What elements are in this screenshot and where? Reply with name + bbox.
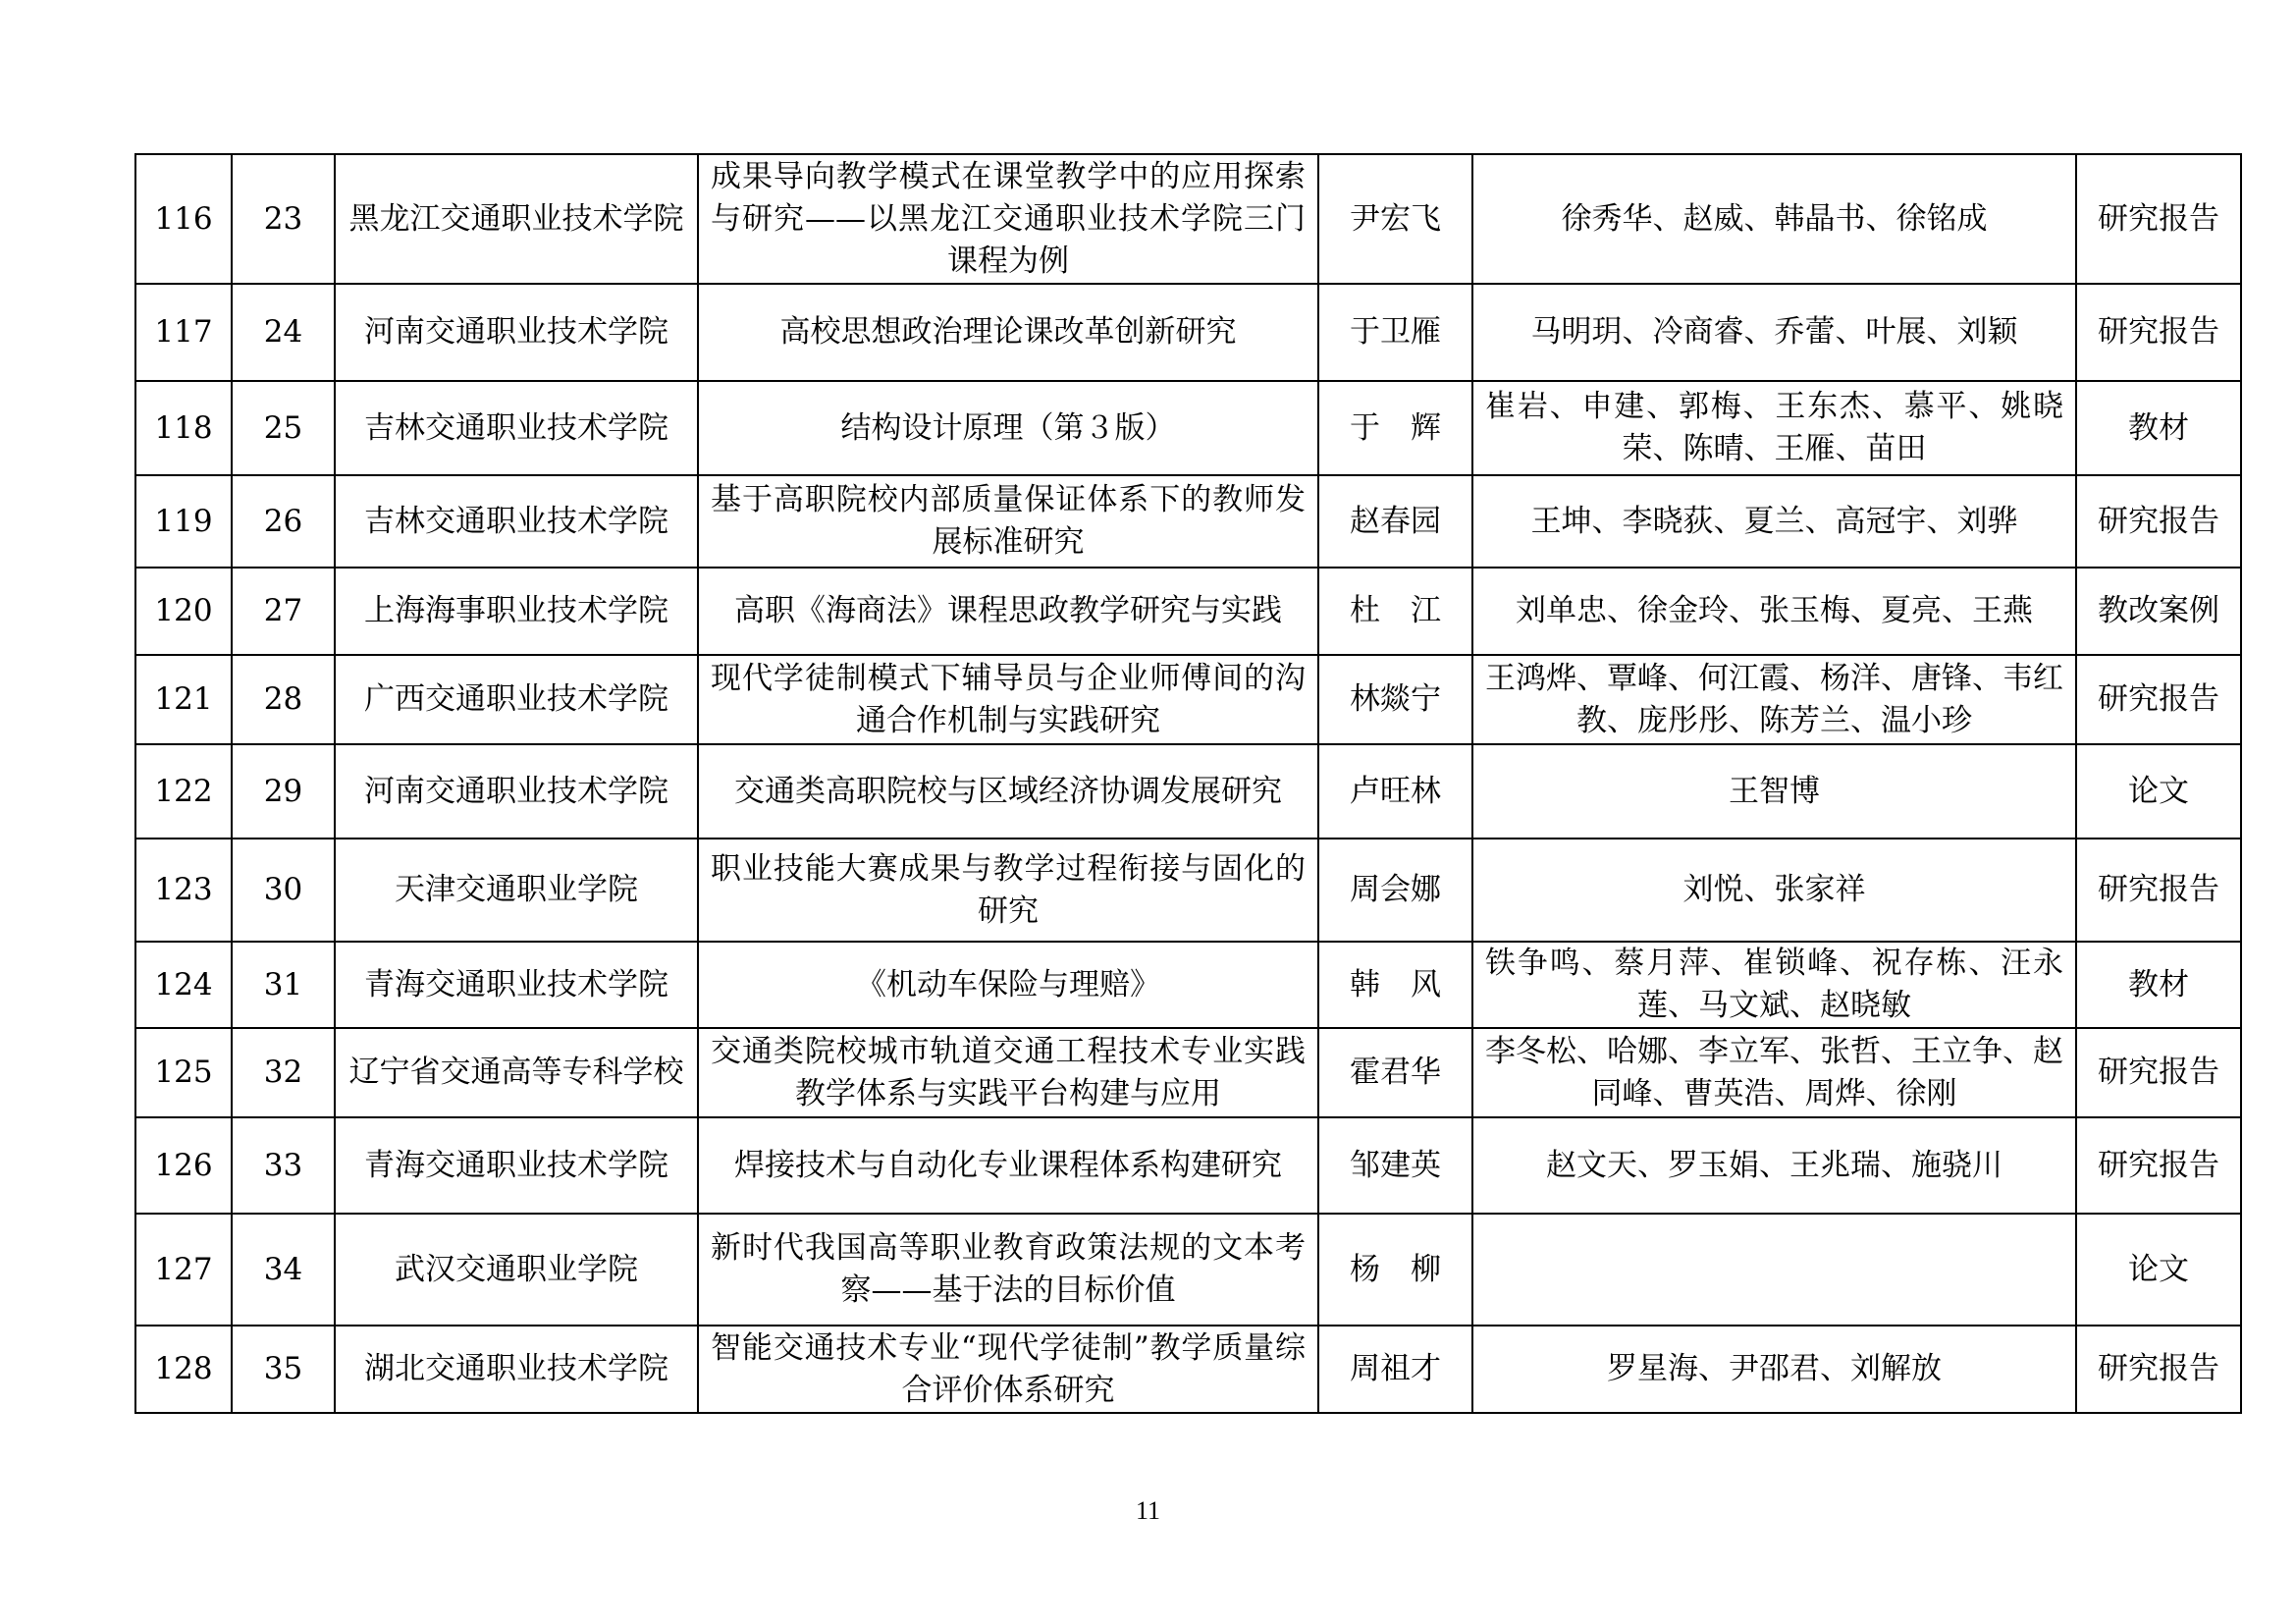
row-number-cell: 121 xyxy=(135,655,232,744)
sequence-cell: 35 xyxy=(232,1326,335,1413)
result-type-cell: 研究报告 xyxy=(2076,284,2241,381)
result-type-cell: 教材 xyxy=(2076,942,2241,1028)
sequence-cell: 25 xyxy=(232,381,335,475)
table-row xyxy=(135,1028,2241,1117)
school-cell: 青海交通职业技术学院 xyxy=(335,942,698,1028)
members-cell: 马明玥、冷商睿、乔蕾、叶展、刘颖 xyxy=(1472,284,2076,381)
project-title-cell: 智能交通技术专业“现代学徒制”教学质量综合评价体系研究 xyxy=(698,1326,1318,1413)
result-type-cell: 研究报告 xyxy=(2076,655,2241,744)
project-title-cell: 现代学徒制模式下辅导员与企业师傅间的沟通合作机制与实践研究 xyxy=(698,655,1318,744)
row-number-cell: 128 xyxy=(135,1326,232,1413)
result-type-cell: 研究报告 xyxy=(2076,1117,2241,1214)
table-row xyxy=(135,284,2241,381)
result-type-cell: 研究报告 xyxy=(2076,839,2241,942)
project-title-cell: 交通类院校城市轨道交通工程技术专业实践教学体系与实践平台构建与应用 xyxy=(698,1028,1318,1117)
leader-cell: 于卫雁 xyxy=(1318,284,1472,381)
row-number-cell: 116 xyxy=(135,154,232,284)
school-cell: 广西交通职业技术学院 xyxy=(335,655,698,744)
result-type-cell: 教改案例 xyxy=(2076,568,2241,655)
members-cell: 刘单忠、徐金玲、张玉梅、夏亮、王燕 xyxy=(1472,568,2076,655)
table-row xyxy=(135,475,2241,568)
project-title-cell: 成果导向教学模式在课堂教学中的应用探索与研究——以黑龙江交通职业技术学院三门课程为例 xyxy=(698,154,1318,284)
result-type-cell: 研究报告 xyxy=(2076,475,2241,568)
sequence-cell: 24 xyxy=(232,284,335,381)
leader-cell: 杜 江 xyxy=(1318,568,1472,655)
members-cell: 赵文天、罗玉娟、王兆瑞、施骁川 xyxy=(1472,1117,2076,1214)
members-cell: 刘悦、张家祥 xyxy=(1472,839,2076,942)
table-row xyxy=(135,1117,2241,1214)
table-row xyxy=(135,568,2241,655)
leader-cell: 赵春园 xyxy=(1318,475,1472,568)
sequence-cell: 31 xyxy=(232,942,335,1028)
school-cell: 天津交通职业学院 xyxy=(335,839,698,942)
school-cell: 武汉交通职业学院 xyxy=(335,1214,698,1326)
row-number-cell: 123 xyxy=(135,839,232,942)
row-number-cell: 117 xyxy=(135,284,232,381)
table-row xyxy=(135,1214,2241,1326)
project-title-cell: 新时代我国高等职业教育政策法规的文本考察——基于法的目标价值 xyxy=(698,1214,1318,1326)
row-number-cell: 126 xyxy=(135,1117,232,1214)
leader-cell: 邹建英 xyxy=(1318,1117,1472,1214)
result-type-cell: 论文 xyxy=(2076,744,2241,839)
leader-cell: 周会娜 xyxy=(1318,839,1472,942)
leader-cell: 尹宏飞 xyxy=(1318,154,1472,284)
row-number-cell: 119 xyxy=(135,475,232,568)
school-cell: 青海交通职业技术学院 xyxy=(335,1117,698,1214)
project-title-cell: 基于高职院校内部质量保证体系下的教师发展标准研究 xyxy=(698,475,1318,568)
members-cell: 崔岩、申建、郭梅、王东杰、慕平、姚晓荣、陈晴、王雁、苗田 xyxy=(1472,381,2076,475)
school-cell: 吉林交通职业技术学院 xyxy=(335,381,698,475)
project-title-cell: 交通类高职院校与区域经济协调发展研究 xyxy=(698,744,1318,839)
project-title-cell: 《机动车保险与理赔》 xyxy=(698,942,1318,1028)
members-cell: 王坤、李晓荻、夏兰、高冠宇、刘骅 xyxy=(1472,475,2076,568)
leader-cell: 周祖才 xyxy=(1318,1326,1472,1413)
sequence-cell: 23 xyxy=(232,154,335,284)
results-table xyxy=(134,153,2242,1414)
members-cell: 徐秀华、赵威、韩晶书、徐铭成 xyxy=(1472,154,2076,284)
row-number-cell: 122 xyxy=(135,744,232,839)
school-cell: 辽宁省交通高等专科学校 xyxy=(335,1028,698,1117)
members-cell: 罗星海、尹邵君、刘解放 xyxy=(1472,1326,2076,1413)
leader-cell: 韩 风 xyxy=(1318,942,1472,1028)
project-title-cell: 高校思想政治理论课改革创新研究 xyxy=(698,284,1318,381)
table-row xyxy=(135,381,2241,475)
result-type-cell: 研究报告 xyxy=(2076,1326,2241,1413)
leader-cell: 于 辉 xyxy=(1318,381,1472,475)
result-type-cell: 教材 xyxy=(2076,381,2241,475)
sequence-cell: 29 xyxy=(232,744,335,839)
project-title-cell: 焊接技术与自动化专业课程体系构建研究 xyxy=(698,1117,1318,1214)
project-title-cell: 高职《海商法》课程思政教学研究与实践 xyxy=(698,568,1318,655)
members-cell: 李冬松、哈娜、李立军、张哲、王立争、赵同峰、曹英浩、周烨、徐刚 xyxy=(1472,1028,2076,1117)
row-number-cell: 124 xyxy=(135,942,232,1028)
school-cell: 湖北交通职业技术学院 xyxy=(335,1326,698,1413)
members-cell: 王鸿烨、覃峰、何江霞、杨洋、唐锋、韦红教、庞彤彤、陈芳兰、温小珍 xyxy=(1472,655,2076,744)
sequence-cell: 26 xyxy=(232,475,335,568)
table-row xyxy=(135,839,2241,942)
leader-cell: 杨 柳 xyxy=(1318,1214,1472,1326)
sequence-cell: 27 xyxy=(232,568,335,655)
leader-cell: 林燚宁 xyxy=(1318,655,1472,744)
table-row xyxy=(135,154,2241,284)
school-cell: 上海海事职业技术学院 xyxy=(335,568,698,655)
sequence-cell: 30 xyxy=(232,839,335,942)
members-cell: 铁争鸣、蔡月萍、崔锁峰、祝存栋、汪永莲、马文斌、赵晓敏 xyxy=(1472,942,2076,1028)
result-type-cell: 研究报告 xyxy=(2076,1028,2241,1117)
table-row xyxy=(135,744,2241,839)
members-cell: 王智博 xyxy=(1472,744,2076,839)
leader-cell: 霍君华 xyxy=(1318,1028,1472,1117)
row-number-cell: 120 xyxy=(135,568,232,655)
school-cell: 河南交通职业技术学院 xyxy=(335,284,698,381)
row-number-cell: 118 xyxy=(135,381,232,475)
project-title-cell: 结构设计原理（第３版） xyxy=(698,381,1318,475)
result-type-cell: 论文 xyxy=(2076,1214,2241,1326)
school-cell: 黑龙江交通职业技术学院 xyxy=(335,154,698,284)
project-title-cell: 职业技能大赛成果与教学过程衔接与固化的研究 xyxy=(698,839,1318,942)
members-cell xyxy=(1472,1214,2076,1326)
leader-cell: 卢旺林 xyxy=(1318,744,1472,839)
row-number-cell: 127 xyxy=(135,1214,232,1326)
table-body xyxy=(135,154,2241,1413)
table-row xyxy=(135,1326,2241,1413)
school-cell: 河南交通职业技术学院 xyxy=(335,744,698,839)
sequence-cell: 34 xyxy=(232,1214,335,1326)
table-row xyxy=(135,655,2241,744)
row-number-cell: 125 xyxy=(135,1028,232,1117)
page-number: 11 xyxy=(1135,1496,1161,1525)
school-cell: 吉林交通职业技术学院 xyxy=(335,475,698,568)
table-row xyxy=(135,942,2241,1028)
sequence-cell: 32 xyxy=(232,1028,335,1117)
sequence-cell: 33 xyxy=(232,1117,335,1214)
result-type-cell: 研究报告 xyxy=(2076,154,2241,284)
sequence-cell: 28 xyxy=(232,655,335,744)
